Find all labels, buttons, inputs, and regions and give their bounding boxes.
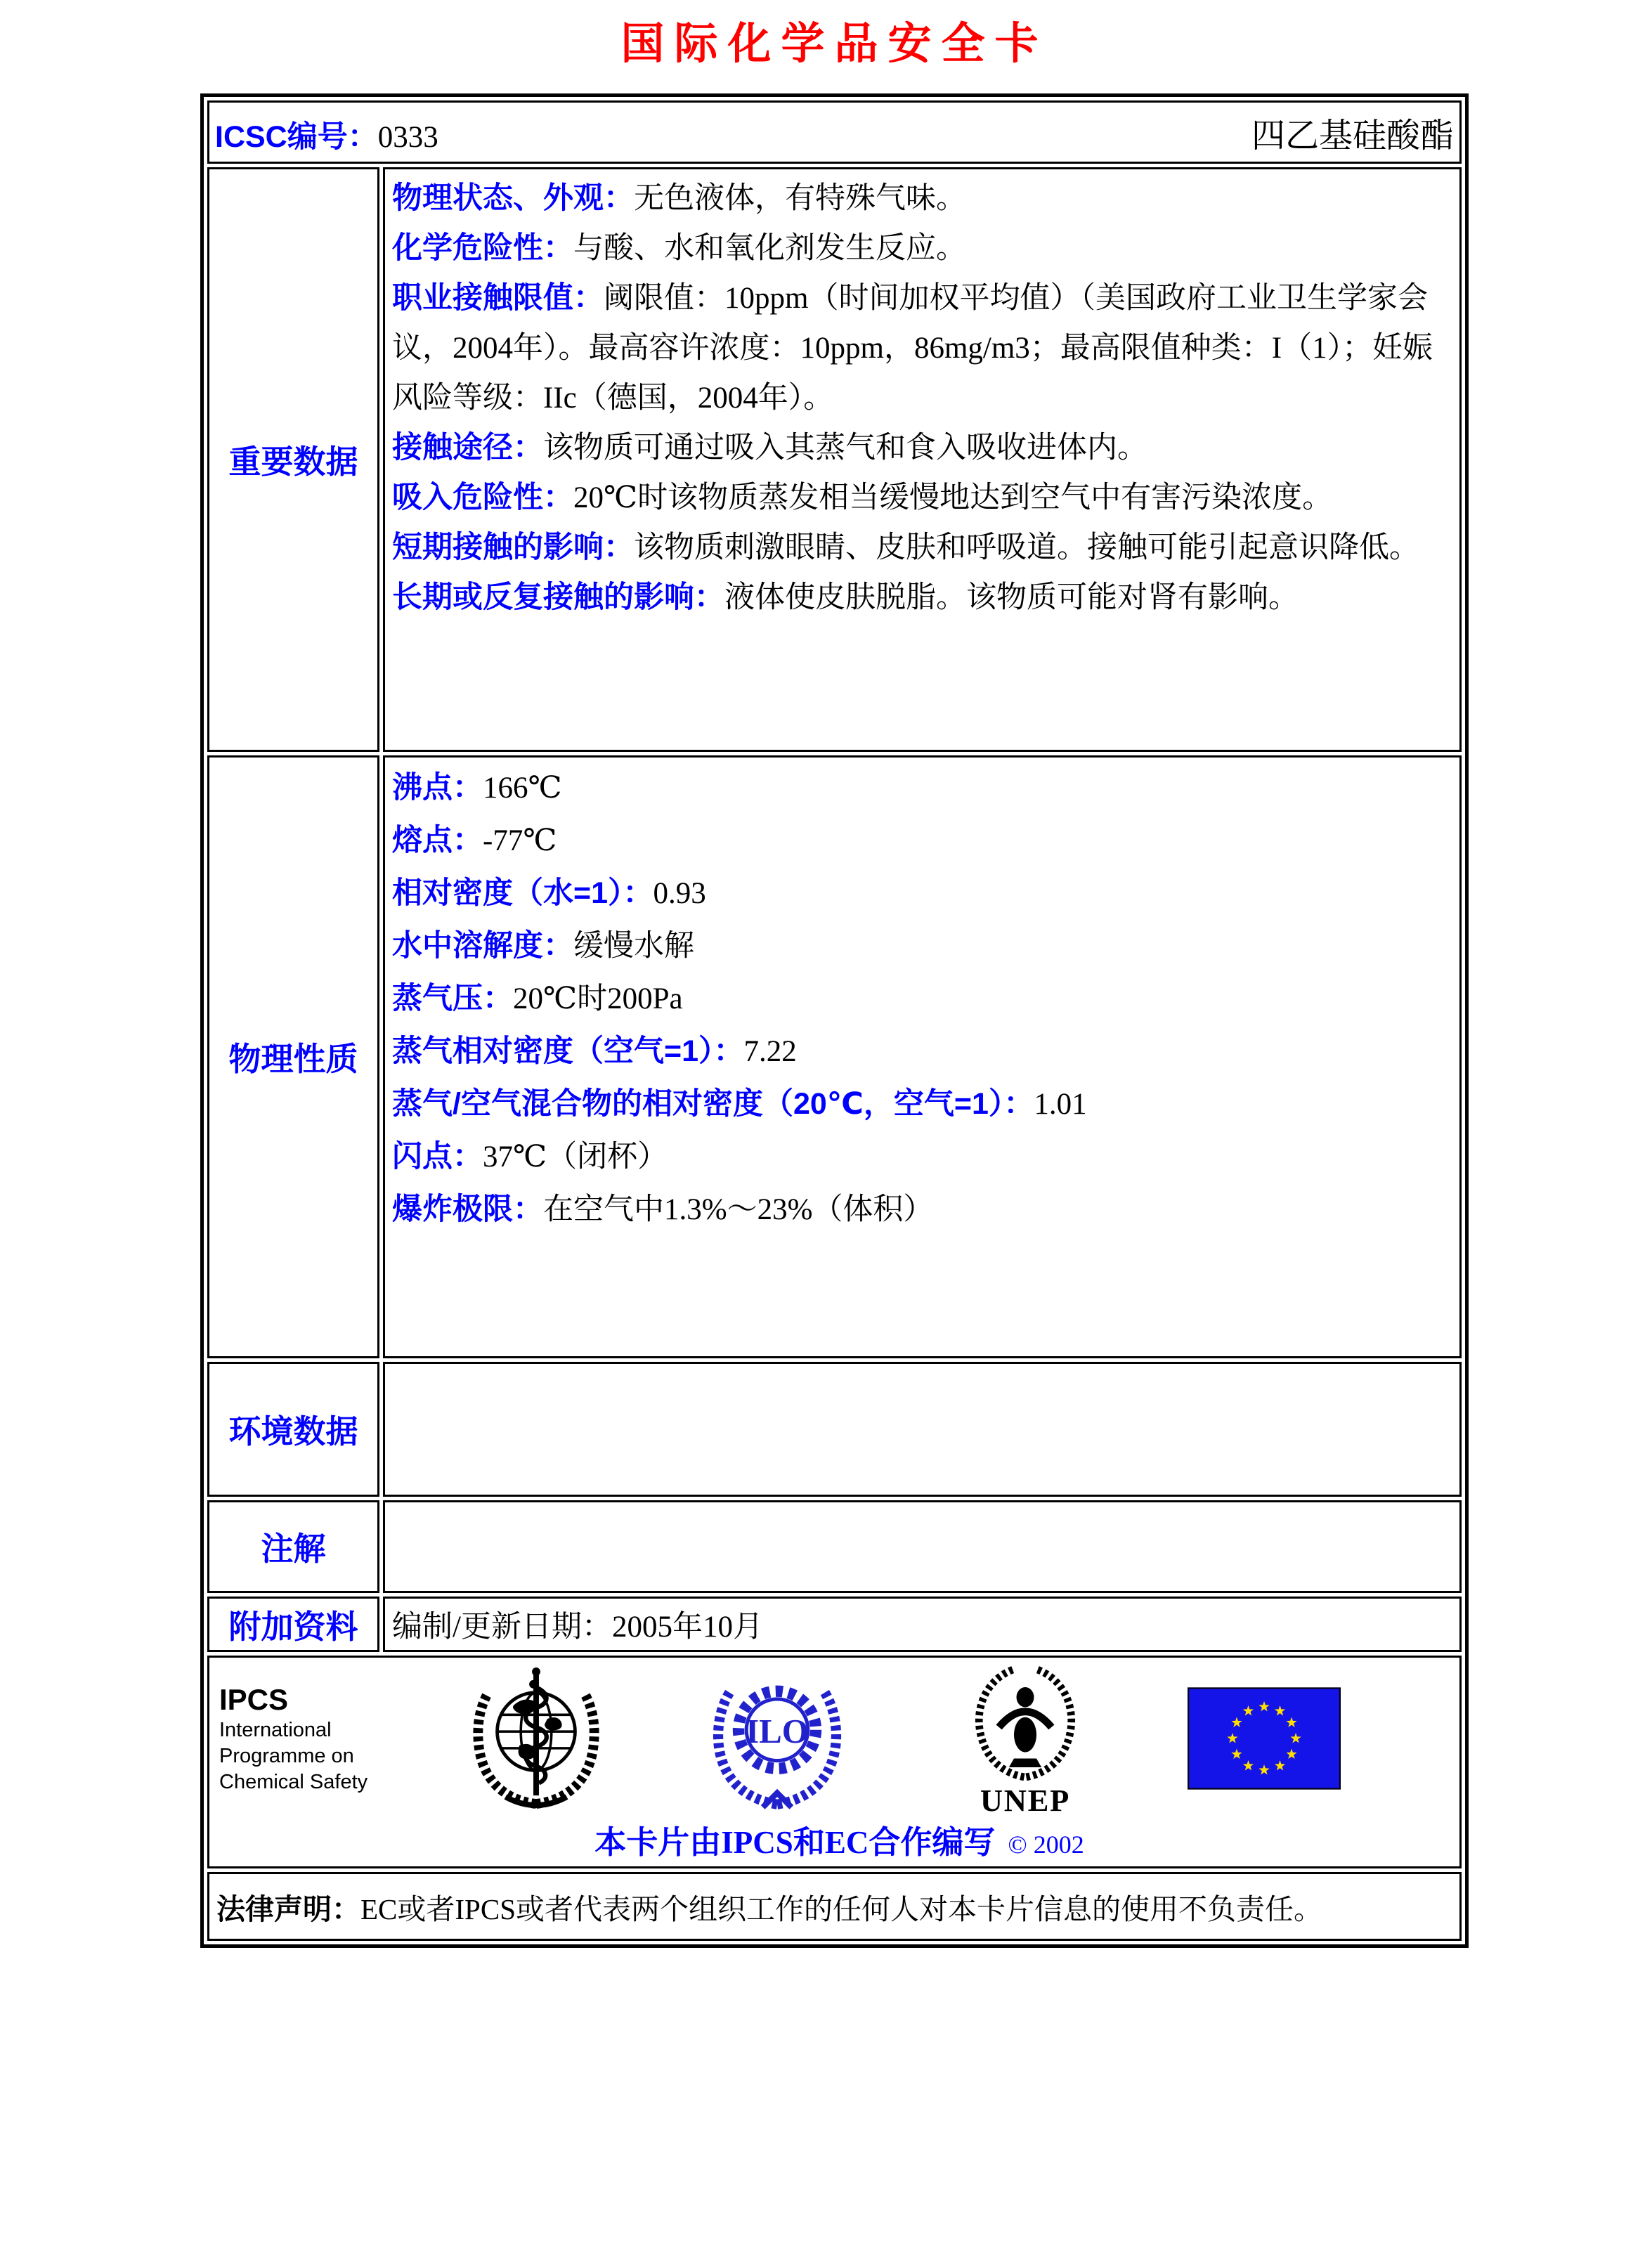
cooperation-caption [219, 1816, 1459, 1862]
entry-label: 接触途径： [392, 431, 543, 464]
eu-flag-icon [1188, 1687, 1341, 1790]
entry-text: 1.01 [1034, 1088, 1087, 1121]
header-row [207, 100, 1462, 164]
entry-text: -77℃ [483, 824, 557, 857]
entry-label: 蒸气相对密度（空气=1）： [392, 1034, 744, 1068]
legal-text: EC或者IPCS或者代表两个组织工作的任何人对本卡片信息的使用不负责任。 [360, 1892, 1322, 1925]
legal-cell [207, 1872, 1462, 1941]
additional-info-row [207, 1597, 1462, 1652]
entry-label: 职业接触限值： [392, 281, 604, 315]
entry [392, 473, 1452, 523]
icsc-number-label: ICSC编号： [215, 119, 378, 154]
entry-text: 20℃时该物质蒸发相当缓慢地达到空气中有害污染浓度。 [573, 481, 1333, 514]
entry-text: 缓慢水解 [573, 930, 694, 963]
entry-label: 相对密度（水=1）： [392, 876, 653, 910]
icsc-number-group [215, 113, 438, 156]
entry [392, 573, 1452, 623]
additional-info-content [383, 1597, 1462, 1652]
entry-text: 该物质可通过吸入其蒸气和食入吸收进体内。 [543, 431, 1147, 464]
entry-label: 水中溶解度： [392, 929, 573, 963]
notes-content [383, 1500, 1462, 1593]
entry [392, 973, 1452, 1025]
entry [392, 867, 1452, 920]
entry-label: 短期接触的影响： [392, 531, 634, 564]
entry [392, 814, 1452, 867]
who-logo-icon [467, 1665, 606, 1812]
entry-label: 化学危险性： [392, 231, 573, 265]
entry-label: 熔点： [392, 824, 483, 857]
entry [392, 1078, 1452, 1131]
entry-label: 蒸气/空气混合物的相对密度（20℃，空气=1）： [392, 1087, 1034, 1121]
entry-label: 蒸气压： [392, 982, 513, 1015]
section-label-important-data: 重要数据 [207, 167, 379, 752]
section-label-physical-properties: 物理性质 [207, 755, 379, 1358]
page [0, 18, 1652, 2243]
physical-properties-content [383, 755, 1462, 1358]
copyright-text: © 2002 [1008, 1831, 1084, 1859]
icsc-card-table [200, 93, 1469, 1948]
entry [392, 1131, 1452, 1183]
entry [392, 223, 1452, 273]
entry-text: 无色液体，有特殊气味。 [634, 182, 966, 215]
entry-text: 166℃ [483, 772, 562, 805]
chemical-name: 四乙基硅酸酯 [1251, 117, 1454, 155]
entry [392, 1183, 1452, 1236]
entry-label: 闪点： [392, 1140, 483, 1173]
cooperation-caption-text: 本卡片由IPCS和EC合作编写 [594, 1825, 996, 1860]
ipcs-line: International [219, 1718, 332, 1741]
section-label-notes: 注解 [207, 1500, 379, 1593]
entry-text: 该物质刺激眼睛、皮肤和呼吸道。接触可能引起意识降低。 [634, 531, 1419, 564]
entry-label: 吸入危险性： [392, 481, 573, 514]
page-title: 国际化学品安全卡 [620, 20, 1048, 68]
unep-caption: UNEP [980, 1783, 1071, 1819]
section-label-additional-info: 附加资料 [207, 1597, 379, 1652]
entry-label: 长期或反复接触的影响： [392, 580, 724, 614]
logos-cell [207, 1656, 1462, 1868]
legal-row [207, 1872, 1462, 1941]
entry-label: 物理状态、外观： [392, 181, 634, 215]
important-data-content [383, 167, 1462, 752]
entry-text: 7.22 [743, 1035, 797, 1068]
legal-label: 法律声明： [216, 1892, 360, 1925]
ipcs-line: Chemical Safety [219, 1770, 368, 1793]
entry-text: 在空气中1.3%～23%（体积） [543, 1193, 934, 1226]
notes-row [207, 1500, 1462, 1593]
entry [392, 273, 1452, 423]
ipcs-abbr: IPCS [219, 1682, 289, 1716]
entry [392, 1025, 1452, 1078]
entry-text: 与酸、水和氧化剂发生反应。 [573, 232, 966, 265]
important-data-row [207, 167, 1462, 752]
entry-label: 爆炸极限： [392, 1192, 543, 1226]
entry-text: 阈限值：10ppm（时间加权平均值）（美国政府工业卫生学家会议，2004年）。最高容许浓度：10ppm，86mg/m3；最高限值种类：I（1）；妊娠风险等级：IIc（德国，2004年）。 [392, 282, 1433, 415]
ipcs-text-block [219, 1682, 402, 1795]
ilo-letters: ILO [746, 1712, 809, 1751]
header-flex [215, 108, 1454, 157]
ilo-logo-icon [705, 1664, 849, 1813]
icsc-number-value: 0333 [377, 120, 438, 154]
logos-row [207, 1656, 1462, 1868]
unep-logo-icon [963, 1658, 1088, 1819]
entry-text: 0.93 [653, 877, 706, 910]
logo-strip [219, 1666, 1459, 1819]
entry [392, 920, 1452, 973]
header-cell [207, 100, 1462, 164]
entry [392, 762, 1452, 814]
entry-label: 沸点： [392, 771, 483, 805]
entry-text: 20℃时200Pa [513, 982, 683, 1015]
entry [392, 174, 1452, 223]
physical-properties-row [207, 755, 1462, 1358]
entry-text: 37℃（闭杯） [483, 1140, 668, 1173]
update-date-text: 编制/更新日期：2005年10月 [392, 1611, 763, 1644]
section-label-environmental-data: 环境数据 [207, 1362, 379, 1497]
ipcs-line: Programme on [219, 1744, 354, 1767]
entry [392, 423, 1452, 473]
entry-text: 液体使皮肤脱脂。该物质可能对肾有影响。 [724, 581, 1299, 614]
environmental-data-content [383, 1362, 1462, 1497]
entry [392, 523, 1452, 573]
environmental-data-row [207, 1362, 1462, 1497]
